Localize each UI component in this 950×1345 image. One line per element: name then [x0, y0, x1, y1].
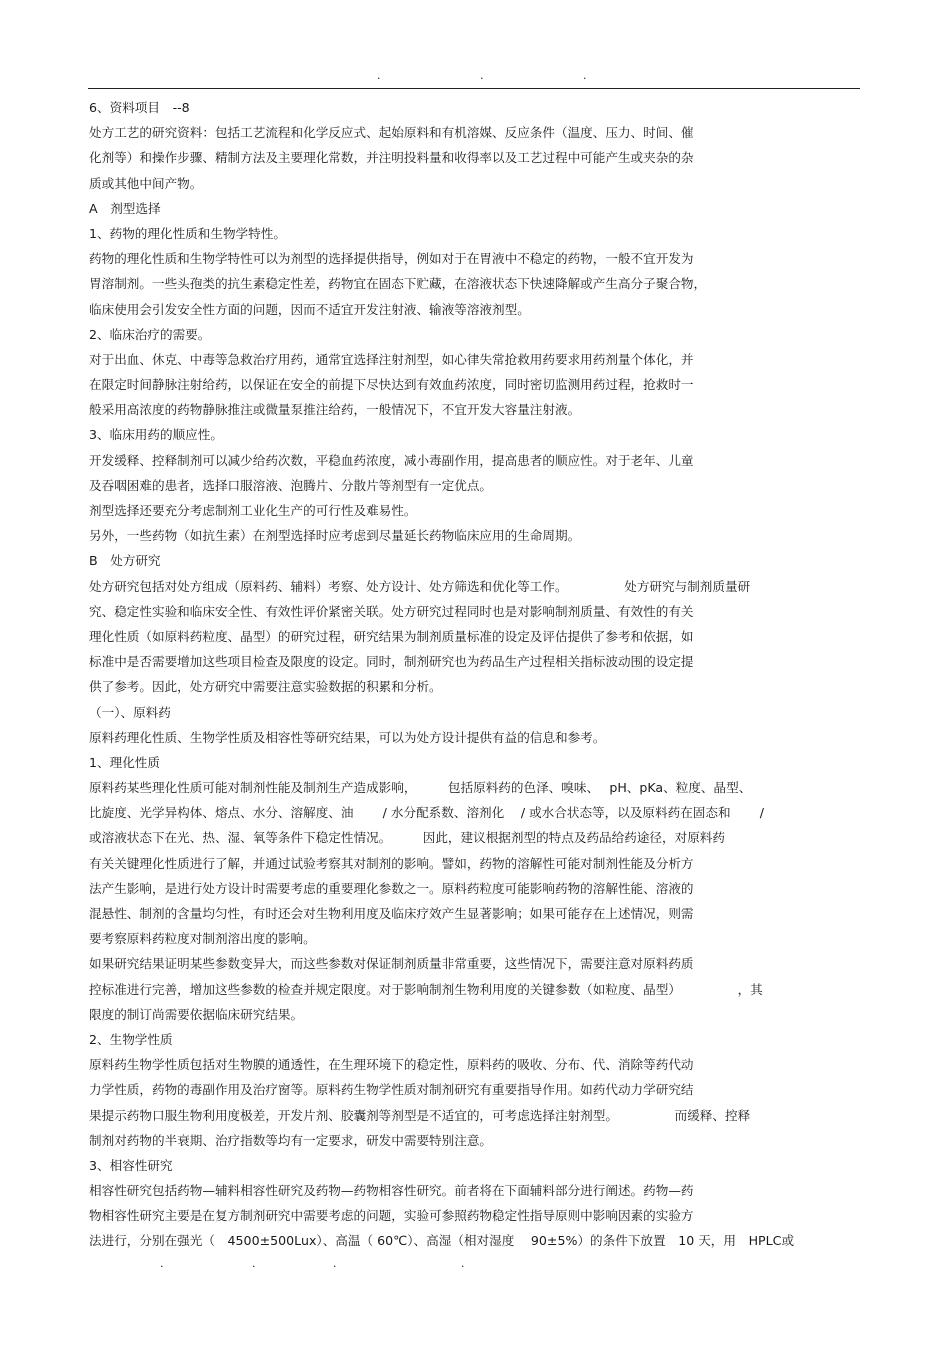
- paragraph-line: 对于出血、休克、中毒等急救治疗用药，通常宜选择注射剂型，如心律失常抢救用药要求用药剂量个体化，并: [89, 351, 694, 367]
- header-dot: .: [583, 69, 587, 82]
- paragraph-line: 比旋度、光学异构体、熔点、水分、溶解度、油 / 水分配系数、溶剂化 / 或水合状态等，以及原料药在固态和 /: [89, 805, 765, 821]
- section-heading: A 剂型选择: [89, 200, 161, 216]
- paragraph-line: 质或其他中间产物。: [89, 175, 203, 191]
- paragraph-line: 有关关键理化性质进行了解，并通过试验考察其对制剂的影响。譬如，药物的溶解性可能对制剂性能及分析方: [89, 855, 694, 871]
- paragraph-line: 原料药理化性质、生物学性质及相容性等研究结果，可以为处方设计提供有益的信息和参考。: [89, 729, 606, 745]
- paragraph-line: 剂型选择还要充分考虑制剂工业化生产的可行性及难易性。: [89, 503, 417, 518]
- paragraph-line: 般采用高浓度的药物静脉推注或微量泵推注给药，一般情况下，不宜开发大容量注射液。: [89, 402, 581, 418]
- section-heading: B 处方研究: [89, 553, 161, 569]
- paragraph-line: 在限定时间静脉注射给药，以保证在安全的前提下尽快达到有效血药浓度，同时密切监测用药过程，抢救时一: [89, 377, 694, 393]
- subsection-heading: 2、生物学性质: [89, 1031, 173, 1047]
- paragraph-line: 究、稳定性实验和临床安全性、有效性评价紧密关联。处方研究过程同时也是对影响制剂质量、有效性的有关: [89, 603, 694, 619]
- footer-dot: .: [333, 1257, 337, 1270]
- footer-dots: [0, 1258, 950, 1272]
- paragraph-line: 如果研究结果证明某些参数变异大，而这些参数对保证制剂质量非常重要，这些情况下，需要注意对原料药质: [89, 956, 694, 972]
- section-heading: 6、资料项目 --8: [89, 100, 190, 115]
- paragraph-line: 相容性研究包括药物—辅料相容性研究及药物—药物相容性研究。前者将在下面辅料部分进行阐述。药物—药: [89, 1183, 694, 1199]
- paragraph-line: 药物的理化性质和生物学特性可以为剂型的选择提供指导，例如对于在胃液中不稳定的药物，一般不宜开发为: [89, 251, 694, 267]
- subsection-heading: （一）、原料药: [89, 704, 171, 720]
- paragraph-line: 临床使用会引发安全性方面的问题，因而不适宜开发注射液、输液等溶液剂型。: [89, 301, 530, 317]
- header-rule: [88, 88, 860, 89]
- paragraph-line: 混悬性、制剂的含量均匀性，有时还会对生物利用度及临床疗效产生显著影响；如果可能存在上述情况，则需: [89, 906, 694, 921]
- paragraph-line: 法进行，分别在强光（ 4500±500Lux）、高温（ 60℃）、高湿（相对湿度 90±5%）的条件下放置 10 天，用 HPLC或: [89, 1233, 795, 1249]
- paragraph-line: 控标准进行完善，增加这些参数的检查并规定限度。对于影响制剂生物利用度的关键参数（如粒度、晶型） ，其: [89, 981, 763, 997]
- paragraph-line: 化剂等）和操作步骤、精制方法及主要理化常数，并注明投料量和收得率以及工艺过程中可能产生或夹杂的杂: [89, 150, 694, 166]
- document-body: [89, 95, 861, 1254]
- subsection-heading: 1、理化性质: [89, 754, 160, 770]
- footer-dot: .: [160, 1257, 164, 1270]
- paragraph-line: 或溶液状态下在光、热、湿、氧等条件下稳定性情况。 因此，建议根据剂型的特点及药品给药途径，对原料药: [89, 830, 725, 846]
- paragraph-line: 果提示药物口服生物利用度极差，开发片剂、胶囊剂等剂型是不适宜的，可考虑选择注射剂型。 而缓释、控释: [89, 1107, 751, 1123]
- header-dots: [0, 70, 950, 84]
- paragraph-line: 法产生影响，是进行处方设计时需要考虑的重要理化参数之一。原料药粒度可能影响药物的溶解性能、溶液的: [89, 880, 694, 896]
- paragraph-line: 物相容性研究主要是在复方制剂研究中需要考虑的问题，实验可参照药物稳定性指导原则中影响因素的实验方: [89, 1208, 694, 1224]
- subsection-heading: 3、临床用药的顺应性。: [89, 427, 223, 443]
- header-dot: .: [377, 69, 381, 82]
- paragraph-line: 及吞咽困难的患者，选择口服溶液、泡腾片、分散片等剂型有一定优点。: [89, 477, 492, 493]
- paragraph-line: 理化性质（如原料药粒度、晶型）的研究过程，研究结果为制剂质量标准的设定及评估提供了参考和依据，如: [89, 628, 694, 644]
- paragraph-line: 制剂对药物的半衰期、治疗指数等均有一定要求，研发中需要特别注意。: [89, 1132, 492, 1148]
- subsection-heading: 2、临床治疗的需要。: [89, 326, 211, 342]
- paragraph-line: 供了参考。因此，处方研究中需要注意实验数据的积累和分析。: [89, 679, 442, 695]
- header-dot: .: [480, 69, 484, 82]
- paragraph-line: 原料药某些理化性质可能对制剂性能及制剂生产造成影响， 包括原料药的色泽、嗅味、 pH、pKa、粒度、晶型、: [89, 780, 752, 796]
- footer-dot: .: [461, 1257, 465, 1270]
- paragraph-line: 胃溶制剂。一些头孢类的抗生素稳定性差，药物宜在固态下贮藏，在溶液状态下快速降解或产生高分子聚合物，: [89, 276, 707, 292]
- paragraph-line: 另外，一些药物（如抗生素）在剂型选择时应考虑到尽量延长药物临床应用的生命周期。: [89, 528, 581, 544]
- paragraph-line: 开发缓释、控释制剂可以减少给药次数，平稳血药浓度，减小毒副作用，提高患者的顺应性。对于老年、儿童: [89, 452, 694, 468]
- footer-dot: .: [252, 1257, 256, 1270]
- paragraph-line: 力学性质，药物的毒副作用及治疗窗等。原料药生物学性质对制剂研究有重要指导作用。如药代动力学研究结: [89, 1082, 694, 1098]
- subsection-heading: 1、药物的理化性质和生物学特性。: [89, 225, 286, 241]
- paragraph-line: 处方研究包括对处方组成（原料药、辅料）考察、处方设计、处方筛选和优化等工作。 处方研究与制剂质量研: [89, 578, 751, 594]
- subsection-heading: 3、相容性研究: [89, 1157, 173, 1173]
- paragraph-line: 要考察原料药粒度对制剂溶出度的影响。: [89, 931, 316, 947]
- paragraph-line: 限度的制订尚需要依据临床研究结果。: [89, 1006, 304, 1022]
- paragraph-line: 处方工艺的研究资料：包括工艺流程和化学反应式、起始原料和有机溶媒、反应条件（温度、压力、时间、催: [89, 125, 694, 141]
- paragraph-line: 原料药生物学性质包括对生物膜的通透性，在生理环境下的稳定性，原料药的吸收、分布、代、消除等药代动: [89, 1057, 694, 1073]
- paragraph-line: 标准中是否需要增加这些项目检查及限度的设定。同时，制剂研究也为药品生产过程相关指标波动围的设定提: [89, 654, 694, 670]
